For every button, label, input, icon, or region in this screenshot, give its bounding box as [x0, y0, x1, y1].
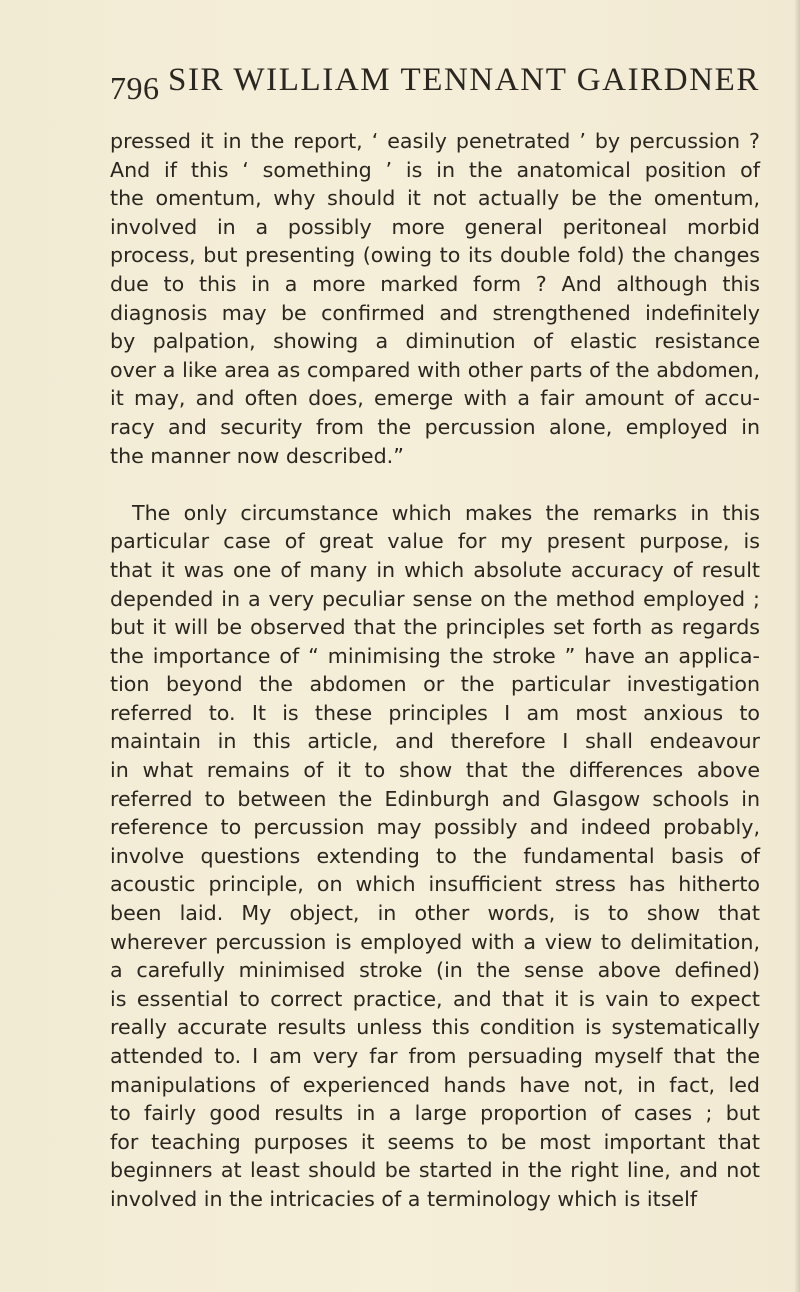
text-line: depended in a very peculiar sense on the method employed ; — [110, 586, 760, 611]
text-line: by palpation, showing a diminution of elastic resistance — [110, 329, 760, 354]
text-line: referred to. It is these principles I am most anxious to — [110, 700, 760, 725]
text-line: The only circumstance which makes the remarks in this — [132, 500, 760, 525]
text-line: beginners at least should be started in the right line, and not — [110, 1158, 760, 1183]
text-line: due to this in a more marked form ? And although this — [110, 271, 760, 296]
text-line: the importance of “ minimising the stroke ” have an applica- — [110, 643, 760, 668]
text-line: maintain in this article, and therefore I shall endeavour — [110, 729, 760, 754]
text-line: involved in a possibly more general peritoneal morbid — [110, 214, 760, 239]
text-line: it may, and often does, emerge with a fair amount of accu- — [110, 386, 760, 411]
page-edge-shadow — [794, 0, 800, 1292]
page-header — [110, 62, 770, 112]
text-line: And if this ‘ something ’ is in the anatomical position of — [110, 157, 760, 182]
paragraph-gap — [110, 470, 760, 499]
text-line: really accurate results unless this condition is systematically — [110, 1015, 760, 1040]
text-line: process, but presenting (owing to its double fold) the changes — [110, 243, 760, 268]
text-line: attended to. I am very far from persuading myself that the — [110, 1044, 760, 1068]
text-line: a carefully minimised stroke (in the sense above defined) — [110, 958, 760, 983]
text-line: wherever percussion is employed with a view to delimitation, — [110, 929, 760, 954]
text-line: that it was one of many in which absolute accuracy of result — [110, 557, 760, 582]
text-line: for teaching purposes it seems to be most important that — [110, 1129, 760, 1154]
text-line: over a like area as compared with other parts of the abdomen, — [110, 357, 760, 382]
text-line: been laid. My object, in other words, is to show that — [110, 901, 760, 926]
running-head: SIR WILLIAM TENNANT GAIRDNER — [168, 62, 761, 98]
body-text — [110, 127, 760, 1214]
text-line: the manner now described.” — [110, 443, 404, 468]
text-line: is essential to correct practice, and that it is vain to expect — [110, 986, 760, 1011]
text-line: but it will be observed that the principles set forth as regards — [110, 615, 760, 640]
text-line: involve questions extending to the fundamental basis of — [110, 843, 760, 868]
text-line: involved in the intricacies of a terminology which is itself — [110, 1186, 698, 1211]
text-line: diagnosis may be confirmed and strengthened indefinitely — [110, 300, 760, 325]
page-number: 796 — [110, 70, 160, 106]
text-line: racy and security from the percussion alone, employed in — [110, 414, 760, 439]
text-line: acoustic principle, on which insufficient stress has hitherto — [110, 872, 760, 897]
text-line: the omentum, why should it not actually be the omentum, — [110, 186, 760, 211]
text-line: referred to between the Edinburgh and Glasgow schools in — [110, 786, 760, 811]
text-line: to fairly good results in a large proportion of cases ; but — [110, 1101, 760, 1126]
text-line: particular case of great value for my present purpose, is — [110, 529, 760, 554]
text-line: manipulations of experienced hands have not, in fact, led — [110, 1072, 760, 1097]
text-line: in what remains of it to show that the differences above — [110, 758, 760, 783]
text-line: reference to percussion may possibly and indeed probably, — [110, 815, 760, 840]
text-line: tion beyond the abdomen or the particular investigation — [110, 672, 760, 697]
text-line: pressed it in the report, ‘ easily penetrated ’ by percussion ? — [110, 129, 760, 153]
